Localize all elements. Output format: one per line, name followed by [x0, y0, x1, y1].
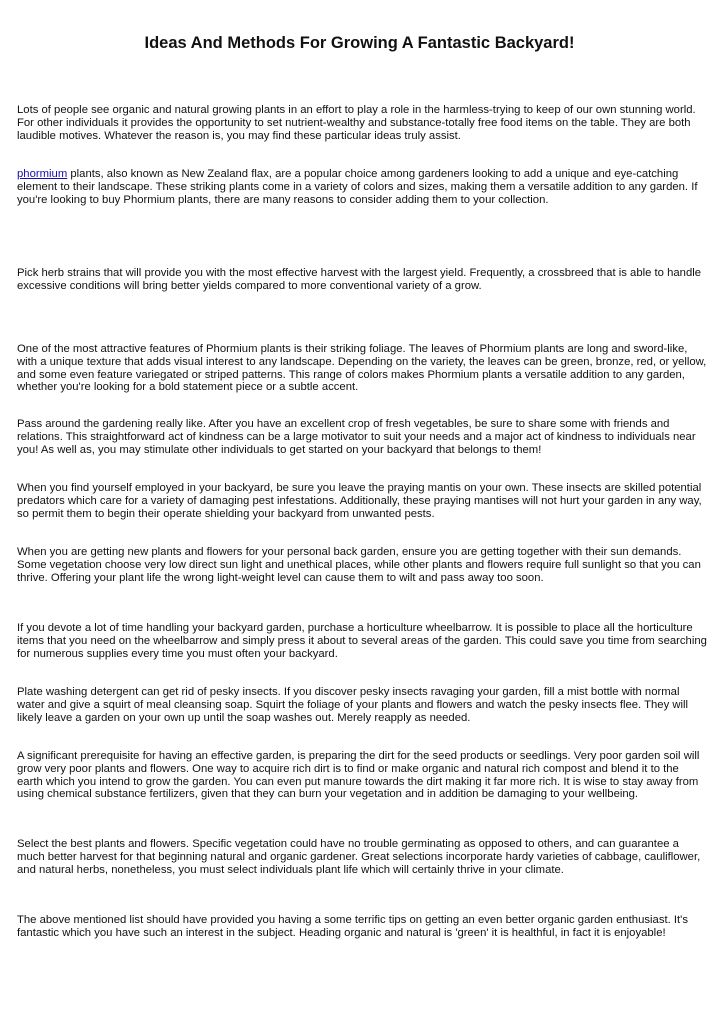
paragraph-11: Select the best plants and flowers. Specific vegetation could have no trouble germinating as opposed to others, and can guarantee a much better harvest for that beginning natural and organic gardener. Great selections incorporate hardy varieties of cabbage, cauliflower, and natural herbs, nonetheless, you must select individuals plant life which will certainly thrive in your climate. [17, 838, 701, 876]
paragraph-6: When you find yourself employed in your backyard, be sure you leave the praying mantis on your own. These insects are skilled potential predators which care for a variety of damaging pest infestations. Additionally, these praying mantises will not hurt your garden in any way, so permit them to begin their operate shielding your backyard from unwanted pests. [17, 482, 702, 520]
paragraph-12: The above mentioned list should have provided you having a some terrific tips on getting an even better organic garden enthusiast. It's fantastic which you have such an interest in the subject. Heading organic and natural is 'green' it is healthful, in fact it is enjoyable! [17, 914, 688, 939]
paragraph-2 [17, 168, 707, 206]
paragraph-4: One of the most attractive features of Phormium plants is their striking foliage. The leaves of Phormium plants are long and sword-like, with a unique texture that adds visual interest to any landscape. Depending on the variety, the leaves can be green, bronze, red, or yellow, and some even feature variegated or striped patterns. This range of colors makes Phormium plants a versatile addition to any garden, whether you're looking for a bold statement piece or a subtle accent. [17, 343, 707, 394]
paragraph-2-text: plants, also known as New Zealand flax, are a popular choice among gardeners looking to add a unique and eye-catching element to their landscape. These striking plants come in a variety of colors and sizes, making them a versatile addition to any garden. If you're looking to buy Phormium plants, there are many reasons to consider adding them to your collection. [17, 168, 698, 206]
paragraph-8: If you devote a lot of time handling your backyard garden, purchase a horticulture wheelbarrow. It is possible to place all the horticulture items that you need on the wheelbarrow and simply press it about to several areas of the garden. This could save you time from searching for numerous supplies every time you must often your backyard. [17, 622, 707, 660]
paragraph-7: When you are getting new plants and flowers for your personal back garden, ensure you are getting together with their sun demands. Some vegetation choose very low direct sun light and unethical places, while other plants and flowers require full sunlight so that you can thrive. Offering your plant life the wrong light-weight level can cause them to wilt and pass away too soon. [17, 546, 701, 584]
phormium-link[interactable]: phormium [17, 168, 68, 180]
paragraph-1: Lots of people see organic and natural growing plants in an effort to play a role in the harmless-trying to keep of our own stunning world. For other individuals it provides the opportunity to set nutrient-wealthy and substance-totally free food items on the table. They are both laudible motives. Whatever the reason is, you may find these particular ideas truly assist. [17, 104, 696, 142]
paragraph-9: Plate washing detergent can get rid of pesky insects. If you discover pesky insects ravaging your garden, fill a mist bottle with normal water and give a squirt of meal cleansing soap. Squirt the foliage of your plants and flowers and watch the pesky insects flee. They will likely leave a garden on your own up until the soap washes out. Merely reapply as needed. [17, 686, 689, 724]
page-title: Ideas And Methods For Growing A Fantastic Backyard! [144, 34, 575, 52]
paragraph-5: Pass around the gardening really like. After you have an excellent crop of fresh vegetables, be sure to share some with friends and relations. This straightforward act of kindness can be a large motivator to suit your needs and a major act of kindness to individuals near you! As well as, you may stimulate other individuals to get started on your backyard that belongs to them! [17, 418, 696, 456]
paragraph-10: A significant prerequisite for having an effective garden, is preparing the dirt for the seed products or seedlings. Very poor garden soil will grow very poor plants and flowers. One way to acquire rich dirt is to find or make organic and natural rich compost and blend it to the earth which you intend to grow the garden. You can even put manure towards the dirt making it far more rich. It is wise to stay away from using chemical substance fertilizers, given that they can burn your vegetation and in addition be damaging to your wellbeing. [17, 750, 700, 801]
paragraph-3: Pick herb strains that will provide you with the most effective harvest with the largest yield. Frequently, a crossbreed that is able to handle excessive conditions will bring better yields compared to more conventional variety of a grow. [17, 267, 702, 292]
